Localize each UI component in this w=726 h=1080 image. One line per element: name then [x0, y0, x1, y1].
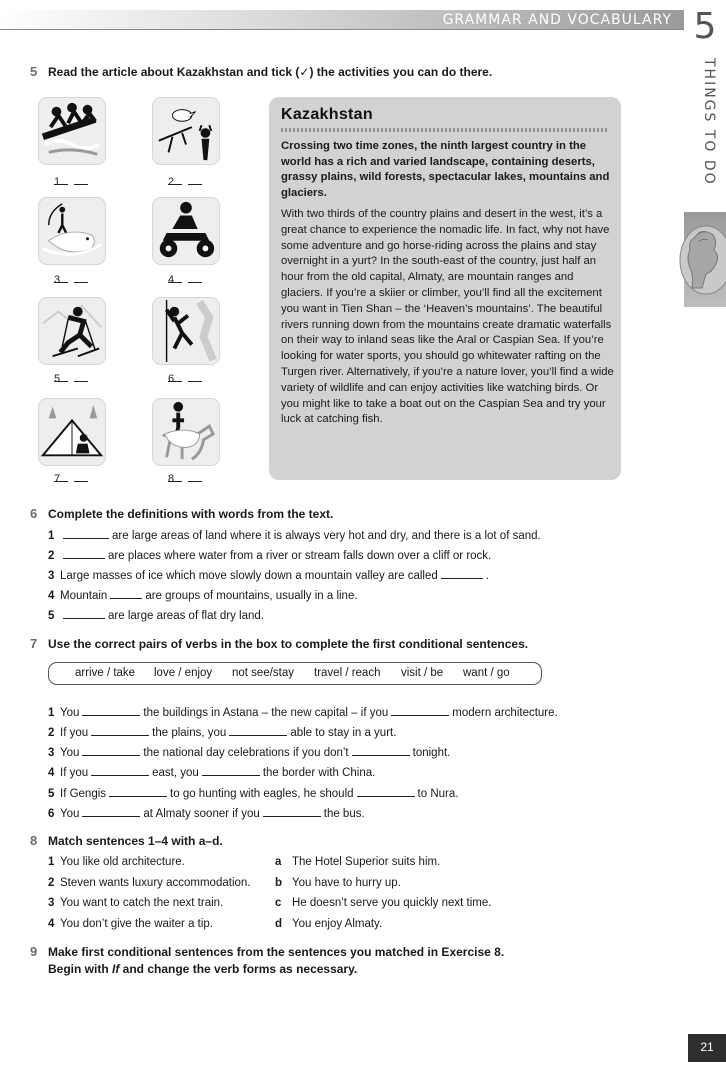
article-lead: Crossing two time zones, the ninth largest country in the world has a rich and varied landscape, containing deserts, grassy plains, wild forests, spectacular lakes, mountains and glaciers.	[281, 140, 610, 199]
answer-blank[interactable]	[352, 746, 410, 756]
exercise-8-instruction: Match sentences 1–4 with a–d.	[48, 834, 223, 848]
definition-item: 2 are places where water from a river or stream falls down over a cliff or rock.	[48, 550, 492, 562]
answer-blank[interactable]	[202, 766, 260, 776]
fishing-icon	[38, 197, 106, 265]
exercise-5-number: 5	[30, 64, 38, 79]
picture-label-6: 6	[162, 373, 202, 385]
answer-blank[interactable]	[63, 549, 105, 559]
quad-biking-icon	[152, 197, 220, 265]
climbing-icon	[152, 297, 220, 365]
article-title: Kazakhstan	[281, 106, 373, 123]
picture-label-1: 1	[48, 176, 88, 188]
match-left-item: 2 Steven wants luxury accommodation.	[48, 877, 251, 889]
coin-portrait-icon	[672, 218, 726, 302]
picture-label-2: 2	[162, 176, 202, 188]
match-right-item: c He doesn’t serve you quickly next time.	[275, 897, 492, 909]
conditional-item: 4 If you east, you the border with China.	[48, 767, 376, 779]
conditional-item: 5 If Gengis to go hunting with eagles, he should to Nura.	[48, 788, 459, 800]
picture-label-7: 7	[48, 473, 88, 485]
conditional-item: 2 If you the plains, you able to stay in a yurt.	[48, 727, 397, 739]
article-panel	[269, 97, 621, 480]
conditional-item: 1 You the buildings in Astana – the new capital – if you modern architecture.	[48, 707, 558, 719]
exercise-7-instruction: Use the correct pairs of verbs in the box to complete the first conditional sentences.	[48, 637, 529, 651]
verb-pair: travel / reach	[314, 667, 381, 679]
answer-blank[interactable]	[357, 787, 415, 797]
unit-number: 5	[693, 6, 717, 47]
exercise-8-number: 8	[30, 833, 38, 848]
match-right-item: b You have to hurry up.	[275, 877, 401, 889]
answer-blank[interactable]	[91, 726, 149, 736]
verb-pair: want / go	[463, 667, 510, 679]
exercise-6-instruction: Complete the definitions with words from the text.	[48, 507, 334, 521]
verb-pair: love / enjoy	[154, 667, 213, 679]
exercise-5-instruction: Read the article about Kazakhstan and tick (✓) the activities you can do there.	[48, 65, 493, 79]
verb-pair: visit / be	[401, 667, 444, 679]
skiing-icon	[38, 297, 106, 365]
conditional-item: 6 You at Almaty sooner if you the bus.	[48, 808, 365, 820]
conditional-item: 3 You the national day celebrations if you don’t tonight.	[48, 747, 451, 759]
answer-blank[interactable]	[91, 766, 149, 776]
answer-blank[interactable]	[82, 706, 140, 716]
picture-label-5: 5	[48, 373, 88, 385]
exercise-9-number: 9	[30, 944, 38, 959]
picture-label-8: 8	[162, 473, 202, 485]
definition-item: 1 are large areas of land where it is always very hot and dry, and there is a lot of sand.	[48, 530, 541, 542]
definition-item: 4 Mountain are groups of mountains, usually in a line.	[48, 590, 358, 602]
verb-pair: arrive / take	[75, 667, 136, 679]
verb-pair: not see/stay	[232, 667, 295, 679]
bird-watching-icon	[152, 97, 220, 165]
picture-label-4: 4	[162, 274, 202, 286]
answer-blank[interactable]	[229, 726, 287, 736]
answer-blank[interactable]	[391, 706, 449, 716]
answer-blank[interactable]	[63, 609, 105, 619]
answer-blank[interactable]	[441, 569, 483, 579]
page-number: 21	[700, 1040, 714, 1054]
answer-blank[interactable]	[110, 589, 142, 599]
section-title: GRAMMAR AND VOCABULARY	[442, 12, 672, 28]
article-divider	[281, 128, 609, 132]
definition-item: 5 are large areas of flat dry land.	[48, 610, 264, 622]
horse-riding-icon	[152, 398, 220, 466]
match-left-item: 1 You like old architecture.	[48, 856, 185, 868]
exercise-7-number: 7	[30, 636, 38, 651]
exercise-6-number: 6	[30, 506, 38, 521]
answer-blank[interactable]	[263, 807, 321, 817]
definition-item: 3 Large masses of ice which move slowly down a mountain valley are called .	[48, 570, 489, 582]
answer-blank[interactable]	[109, 787, 167, 797]
camping-icon	[38, 398, 106, 466]
match-right-item: a The Hotel Superior suits him.	[275, 856, 441, 868]
article-body: With two thirds of the country plains and desert in the west, it’s a great chance to experience the nomadic life. In fact, why not have some adventure and go horse-riding across the plains and stay overnight in a yurt? In the south-east of the country, just half an hour from the old capital, Almaty, are mountain ranges and glaciers. If you’re a skiier or climber, you’ll find all the excitement you want in Tien Shan – the ‘Heaven’s mountains’. The beautiful rivers running down from the mountains create dramatic waterfalls on their way to inland seas like the Aral or Caspian Sea. If you’re looking for water sports, you should go whitewater rafting on the Turgen river. Alternatively, if you’re a nature lover, you’ll find a wide variety of wildlife and can enjoy activities like watching birds. Or you might like to take a boat out on the Caspian Sea and try your luck at catching fish.	[281, 208, 614, 426]
match-left-item: 3 You want to catch the next train.	[48, 897, 224, 909]
answer-blank[interactable]	[82, 746, 140, 756]
match-right-item: d You enjoy Almaty.	[275, 918, 383, 930]
picture-label-3: 3	[48, 274, 88, 286]
match-left-item: 4 You don’t give the waiter a tip.	[48, 918, 214, 930]
exercise-9-instruction: Make first conditional sentences from the sentences you matched in Exercise 8.	[48, 945, 505, 959]
header-bar	[0, 10, 684, 30]
answer-blank[interactable]	[82, 807, 140, 817]
answer-blank[interactable]	[63, 529, 109, 539]
unit-title: THINGS TO DO	[701, 58, 717, 186]
rafting-icon	[38, 97, 106, 165]
exercise-9-instruction-line-2: Begin with If and change the verb forms as necessary.	[48, 962, 358, 976]
